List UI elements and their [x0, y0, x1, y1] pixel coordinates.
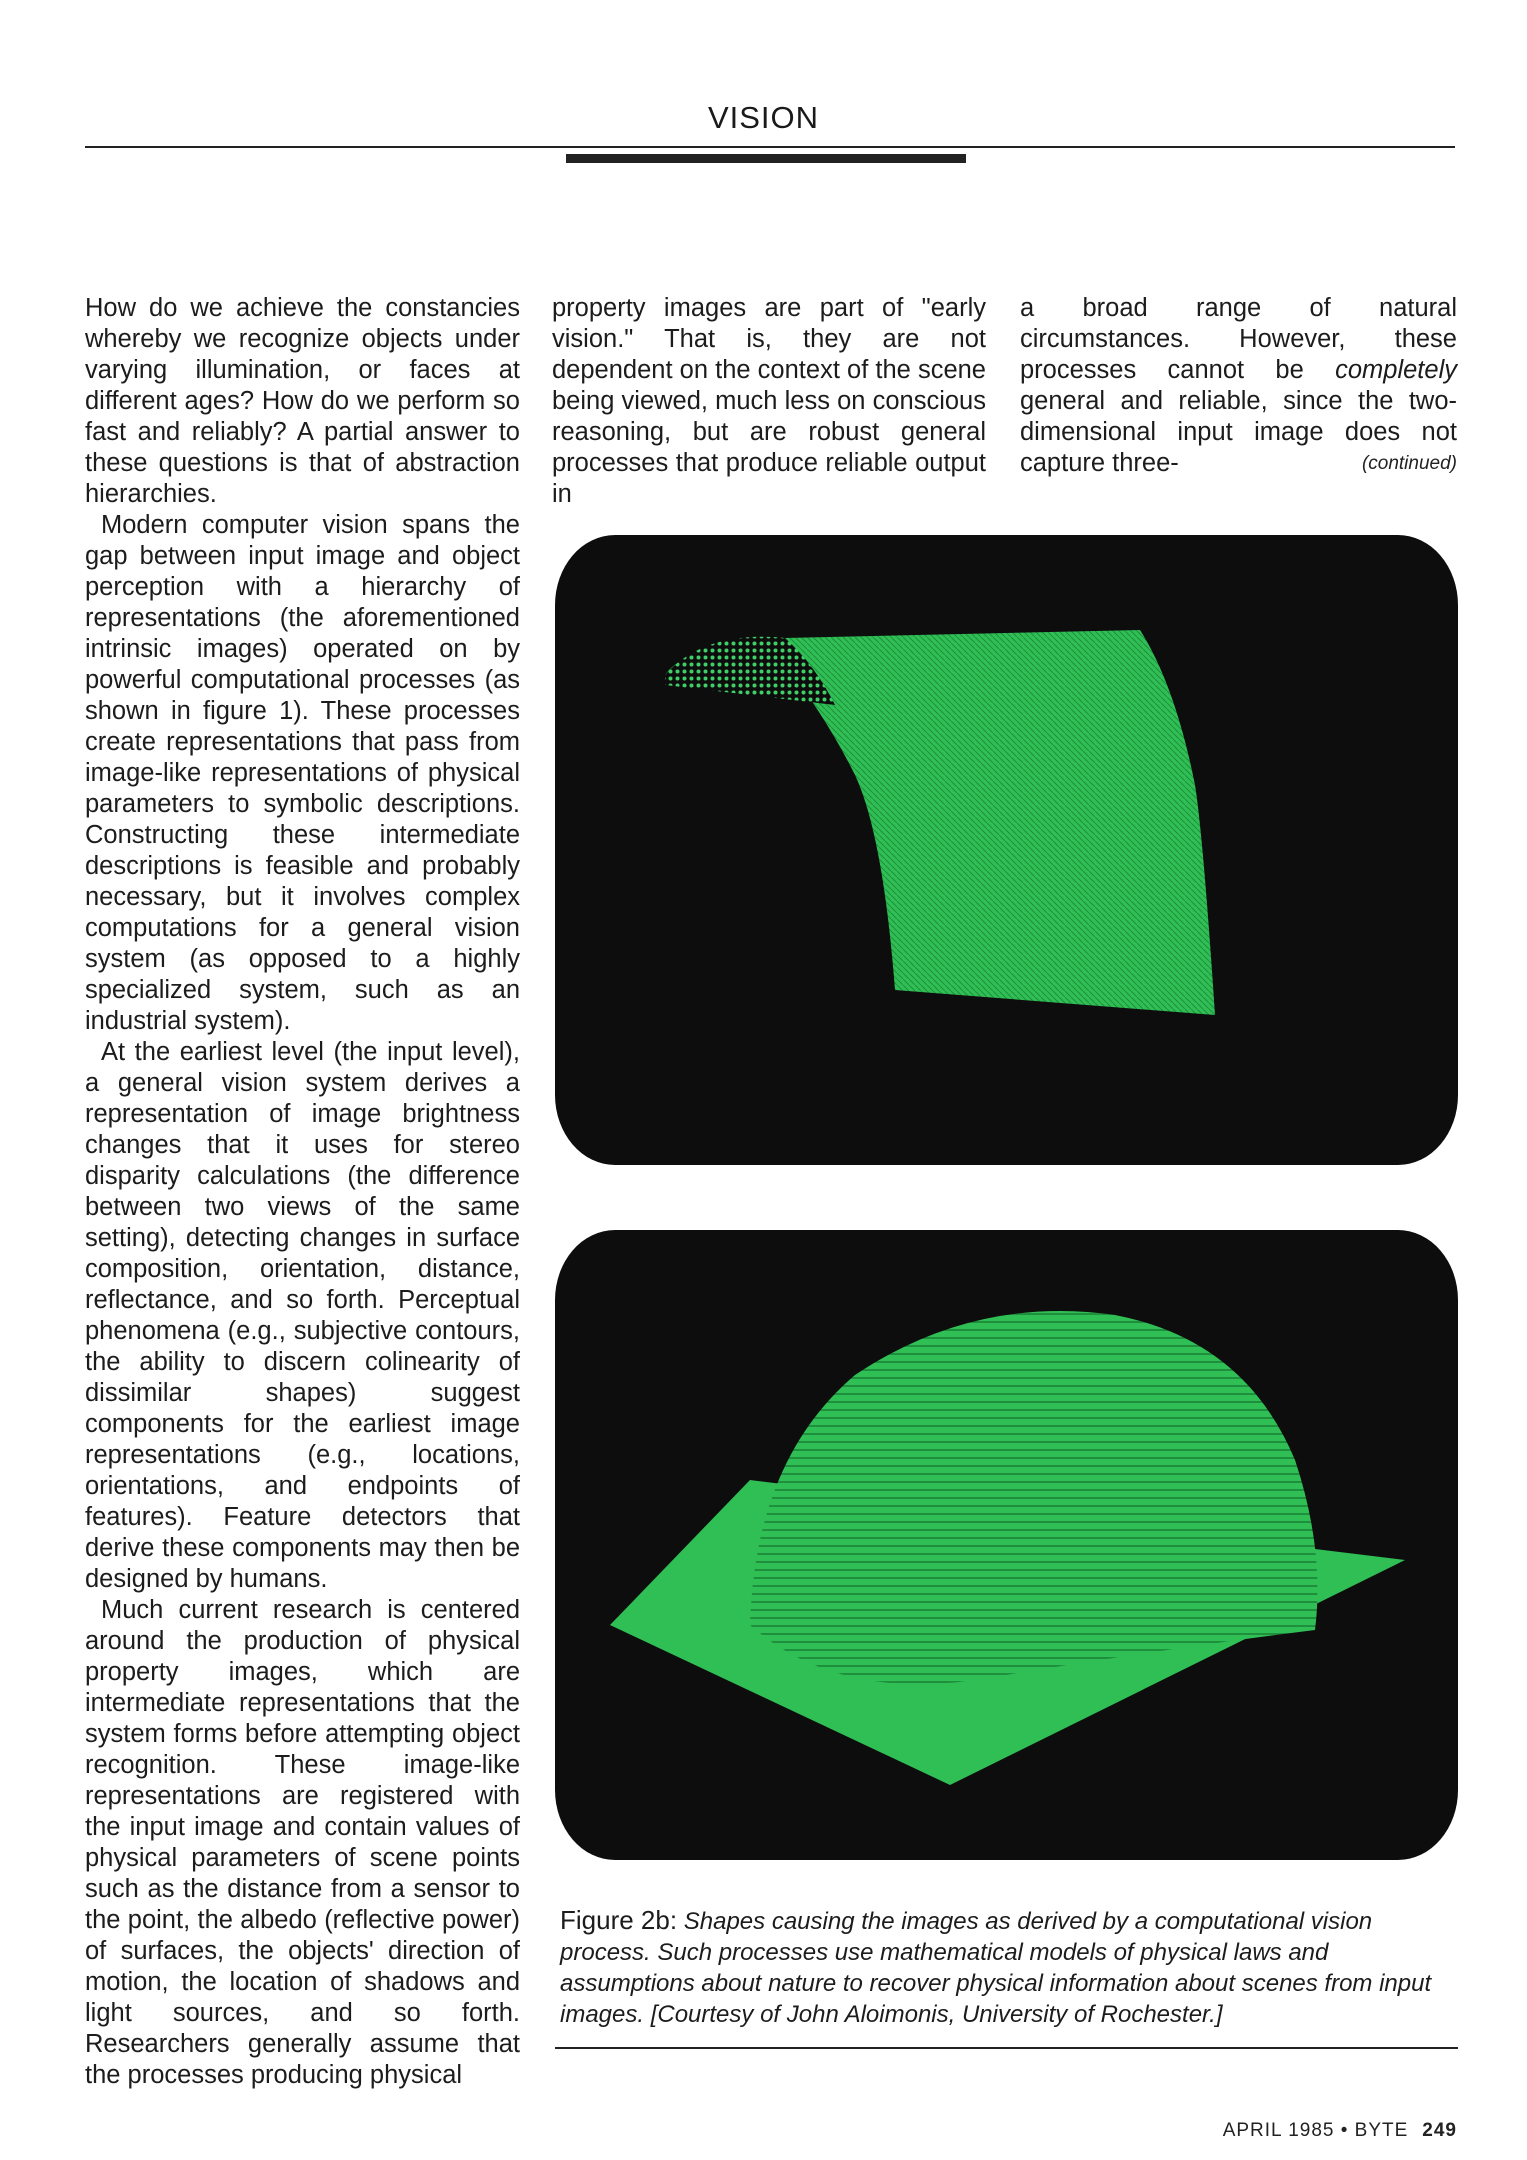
caption-rule — [555, 2047, 1458, 2049]
page-footer — [1223, 2120, 1457, 2142]
paragraph: At the earliest level (the input level), a general vision system derives a representation of image brightness changes that it uses for stereo disparity calculations (the difference between two views of the same setting), detecting changes in surface composition, orientation, distance, reflectance, and so forth. Perceptual phenomena (e.g., subjective contours, the ability to discern colinearity of dissimilar shapes) suggest components for the earliest image representations (e.g., locations, orientations, and endpoints of features). Feature detectors that derive these components may then be designed by humans. — [85, 1038, 520, 1593]
cylinder-render — [555, 535, 1458, 1165]
text-column-2 — [552, 293, 986, 510]
text-column-1 — [85, 293, 520, 2091]
hemisphere-surface — [750, 1311, 1318, 1684]
continued-note: (continued) — [1361, 453, 1457, 474]
section-title: VISION — [707, 100, 820, 135]
header-rule — [85, 146, 1455, 148]
text-run: general and reliable, since the two-dimensional input image does not capture three- — [1020, 387, 1457, 477]
emphasis-text: completely — [1335, 356, 1457, 384]
paragraph: property images are part of "early vision." That is, they are not dependent on the context of the scene being viewed, much less on conscious reasoning, but are robust general processes that produce reliable output in — [552, 294, 986, 508]
caption-label: Figure 2b: — [560, 1905, 678, 1935]
hemisphere-render — [555, 1230, 1458, 1860]
paragraph — [1020, 293, 1457, 479]
issue-label: APRIL 1985 • BYTE — [1222, 2120, 1409, 2141]
cylinder-screen — [555, 535, 1458, 1165]
paragraph: Much current research is centered around the production of physical property images, which are intermediate representations that the system forms before attempting object recognition. These image-like representations are registered with the input image and contain values of physical parameters of scene points such as the distance from a sensor to the point, the albedo (reflective power) of surfaces, the objects' direction of motion, the location of shadows and light sources, and so forth. Researchers generally assume that the processes producing physical — [85, 1596, 520, 2089]
header-thick-rule — [566, 154, 966, 163]
paragraph: Modern computer vision spans the gap between input image and object perception with a hierarchy of representations (the aforementioned intrinsic images) operated on by powerful computational processes (as shown in figure 1). These processes create representations that pass from image-like representations of physical parameters to symbolic descriptions. Constructing these intermediate descriptions is feasible and probably necessary, but it involves complex computations for a general vision system (as opposed to a highly specialized system, such as an industrial system). — [85, 511, 520, 1035]
figure-caption — [560, 1905, 1460, 2030]
text-column-3 — [1020, 293, 1457, 479]
page-number: 249 — [1422, 2120, 1457, 2141]
text-run: a broad range of natural circumstances. However, these processes cannot be — [1020, 294, 1457, 384]
caption-text: Shapes causing the images as derived by a computational vision process. Such processes use mathematical models of physical laws and assumptions about nature to recover physical information about scenes from input images. [Courtesy of John Aloimonis, University of Rochester.] — [560, 1908, 1432, 2028]
hemisphere-screen — [555, 1230, 1458, 1860]
figure-2b — [555, 505, 1458, 1865]
paragraph: How do we achieve the constancies whereby we recognize objects under varying illumination, or faces at different ages? How do we perform so fast and reliably? A partial answer to these questions is that of abstraction hierarchies. — [85, 294, 520, 508]
